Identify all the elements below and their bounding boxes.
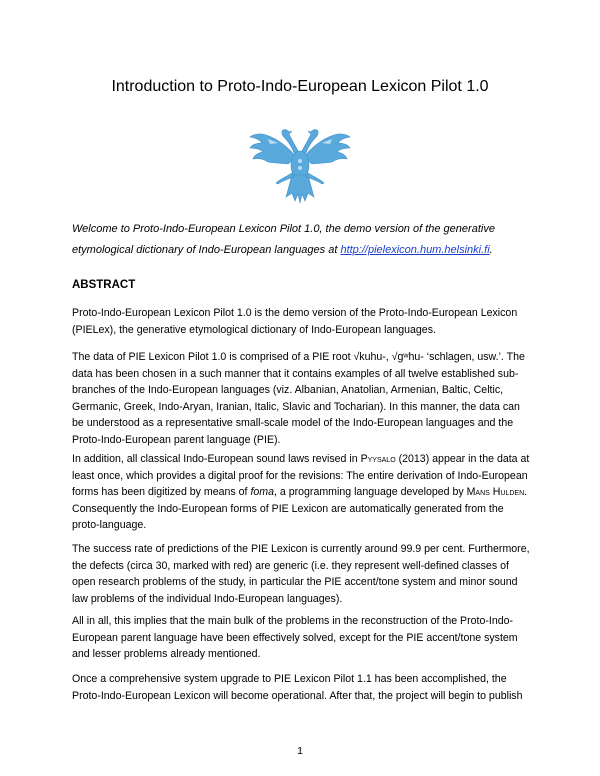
welcome-text: Welcome to Proto-Indo-European Lexicon Pilot 1.0, the demo version of the generative etymological dictionary of Indo-European languages at xyxy=(72,223,495,256)
paragraph-3-text-a: In addition, all classical Indo-European sound laws revised in xyxy=(72,453,361,465)
paragraph-3 xyxy=(72,451,532,534)
foma-term: foma xyxy=(250,486,274,498)
paragraph-6: Once a comprehensive system upgrade to PIE Lexicon Pilot 1.1 has been accomplished, the Proto-Indo-European Lexicon will become operational. After that, the project will begin to publish xyxy=(72,673,523,702)
pielexicon-link[interactable]: http://pielexicon.hum.helsinki.fi xyxy=(340,244,490,256)
paragraph-3-text-d: . Consequently the Indo-European forms of PIE Lexicon are automatically generated from the proto-language. xyxy=(72,486,528,531)
document-title: Introduction to Proto-Indo-European Lexicon Pilot 1.0 xyxy=(111,78,489,95)
welcome-paragraph xyxy=(72,219,532,261)
paragraph-1: Proto-Indo-European Lexicon Pilot 1.0 is the demo version of the Proto-Indo-European Lexicon (PIELex), the generative etymological dictionary of Indo-European languages. xyxy=(72,307,518,336)
author-hulden: Mans Hulden xyxy=(466,486,525,498)
double-headed-eagle-icon xyxy=(248,117,352,205)
abstract-heading: ABSTRACT xyxy=(72,279,136,291)
page-number: 1 xyxy=(297,745,303,757)
paragraph-2: The data of PIE Lexicon Pilot 1.0 is comprised of a PIE root √kuhu-, √gʷhu- ‘schlagen, usw.’. The data has been chosen in a such manner that it contains examples of all twelve established sub-branches of the Indo-European languages (viz. Albanian, Anatolian, Armenian, Baltic, Celtic, Germanic, Greek, Indo-Aryan, Iranian, Italic, Slavic and Tocharian). In this manner, the data can be understood as a representative small-scale model of the Indo-European languages and the Proto-Indo-European parent language (PIE). xyxy=(72,351,525,446)
paragraph-5: All in all, this implies that the main bulk of the problems in the reconstruction of the Proto-Indo-European parent language have been effectively solved, except for the PIE accent/tone system and lesser problems already mentioned. xyxy=(72,615,518,660)
paragraph-3-text-b: (2013) appear in the data at least once, which provides a digital proof for the revisions: The entire derivation of Indo-European forms has been digitized by means of xyxy=(72,453,530,498)
welcome-text-end: . xyxy=(489,244,493,256)
paragraph-3-text-c: , a programming language developed by xyxy=(274,486,467,498)
author-pyysalo: Pyysalo xyxy=(360,453,396,465)
paragraph-4: The success rate of predictions of the PIE Lexicon is currently around 99.9 per cent. Furthermore, the defects (circa 30, marked with red) are generic (i.e. they represent well-defined classes of open research problems of the study, in particular the PIE accent/tone system and minor sound law problems of the individual Indo-European languages). xyxy=(72,543,530,605)
